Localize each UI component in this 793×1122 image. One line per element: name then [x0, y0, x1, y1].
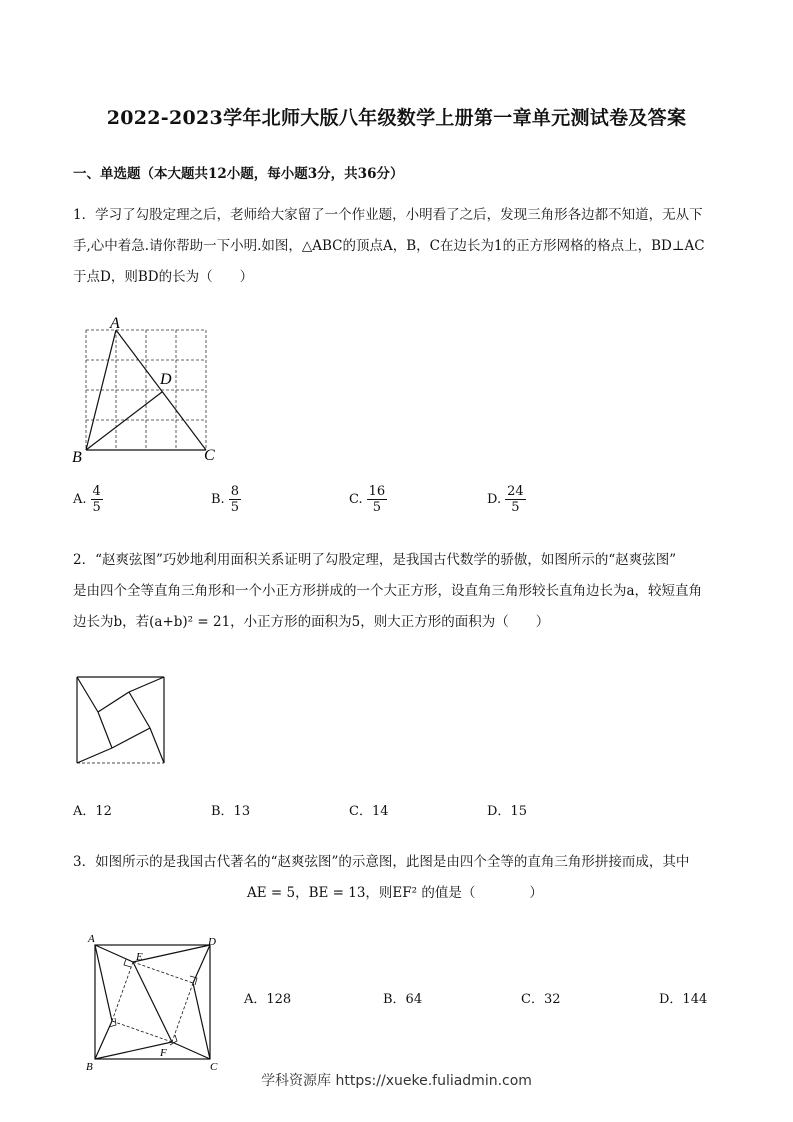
q2-line-2: 是由四个全等直角三角形和一个小正方形拼成的一个大正方形，设直角三角形较长直角边长为a，较短直角 — [73, 583, 703, 599]
section-heading: 一、单选题（本大题共12小题，每小题3分，共36分） — [73, 166, 404, 182]
q1-label-c: C — [204, 447, 215, 464]
q3-label-d: D — [208, 936, 216, 948]
q3-label-b: B — [86, 1061, 93, 1073]
page-title: 2022-2023学年北师大版八年级数学上册第一章单元测试卷及答案 — [106, 107, 687, 129]
question-2-text — [73, 545, 723, 638]
q2-option-d[interactable]: D．15 — [487, 804, 527, 819]
q3-option-c[interactable]: C．32 — [521, 992, 561, 1007]
q1-label-a: A — [110, 315, 120, 332]
question-3-text — [73, 847, 723, 909]
q1-line-1: 1．学习了勾股定理之后，老师给大家留了一个作业题，小明看了之后，发现三角形各边都不知道，无从下 — [73, 207, 703, 223]
q3-line-2: AE = 5，BE = 13，则EF² 的值是（ ） — [247, 885, 543, 901]
q2-zhao-shuang-figure — [70, 670, 174, 770]
q3-option-d[interactable]: D．144 — [659, 992, 708, 1007]
q2-line-1: 2．“赵爽弦图”巧妙地利用面积关系证明了勾股定理，是我国古代数学的骄傲，如图所示的“赵爽弦图” — [73, 552, 677, 568]
q1-option-b[interactable]: B. $\frac{8}{5}$ — [211, 484, 239, 515]
q1-option-c[interactable]: C. $\frac{16}{5}$ — [349, 484, 386, 515]
q3-label-f: F — [160, 1047, 167, 1059]
q3-option-b[interactable]: B．64 — [383, 992, 423, 1007]
q2-line-3: 边长为b，若(a+b)² = 21，小正方形的面积为5，则大正方形的面积为（ ） — [73, 614, 550, 630]
q1-option-a[interactable]: A. $\frac{4}{5}$ — [73, 484, 101, 515]
q1-option-d[interactable]: D. $\frac{24}{5}$ — [487, 484, 524, 515]
question-1-text — [73, 200, 723, 293]
q1-label-b: B — [72, 449, 82, 464]
q1-line-2: 手,心中着急.请你帮助一下小明.如图，△ABC的顶点A，B，C在边长为1的正方形网格的格点上，BD⊥AC — [73, 238, 705, 254]
q3-line-1: 3．如图所示的是我国古代著名的“赵爽弦图”的示意图，此图是由四个全等的直角三角形拼接而成，其中 — [73, 854, 690, 870]
q3-label-a: A — [88, 933, 95, 945]
q3-zhao-shuang-figure — [80, 928, 230, 1074]
q2-option-c[interactable]: C．14 — [349, 804, 389, 819]
q3-label-e: E — [136, 951, 143, 963]
q2-option-b[interactable]: B．13 — [211, 804, 251, 819]
q1-label-d: D — [160, 371, 172, 388]
q1-grid-figure — [70, 312, 230, 464]
q1-line-3: 于点D，则BD的长为（ ） — [73, 269, 254, 285]
q2-option-a[interactable]: A．12 — [73, 804, 112, 819]
q3-label-c: C — [210, 1061, 218, 1073]
footer-watermark[interactable]: 学科资源库 https://xueke.fuliadmin.com — [261, 1073, 532, 1089]
q3-option-a[interactable]: A．128 — [244, 992, 292, 1007]
